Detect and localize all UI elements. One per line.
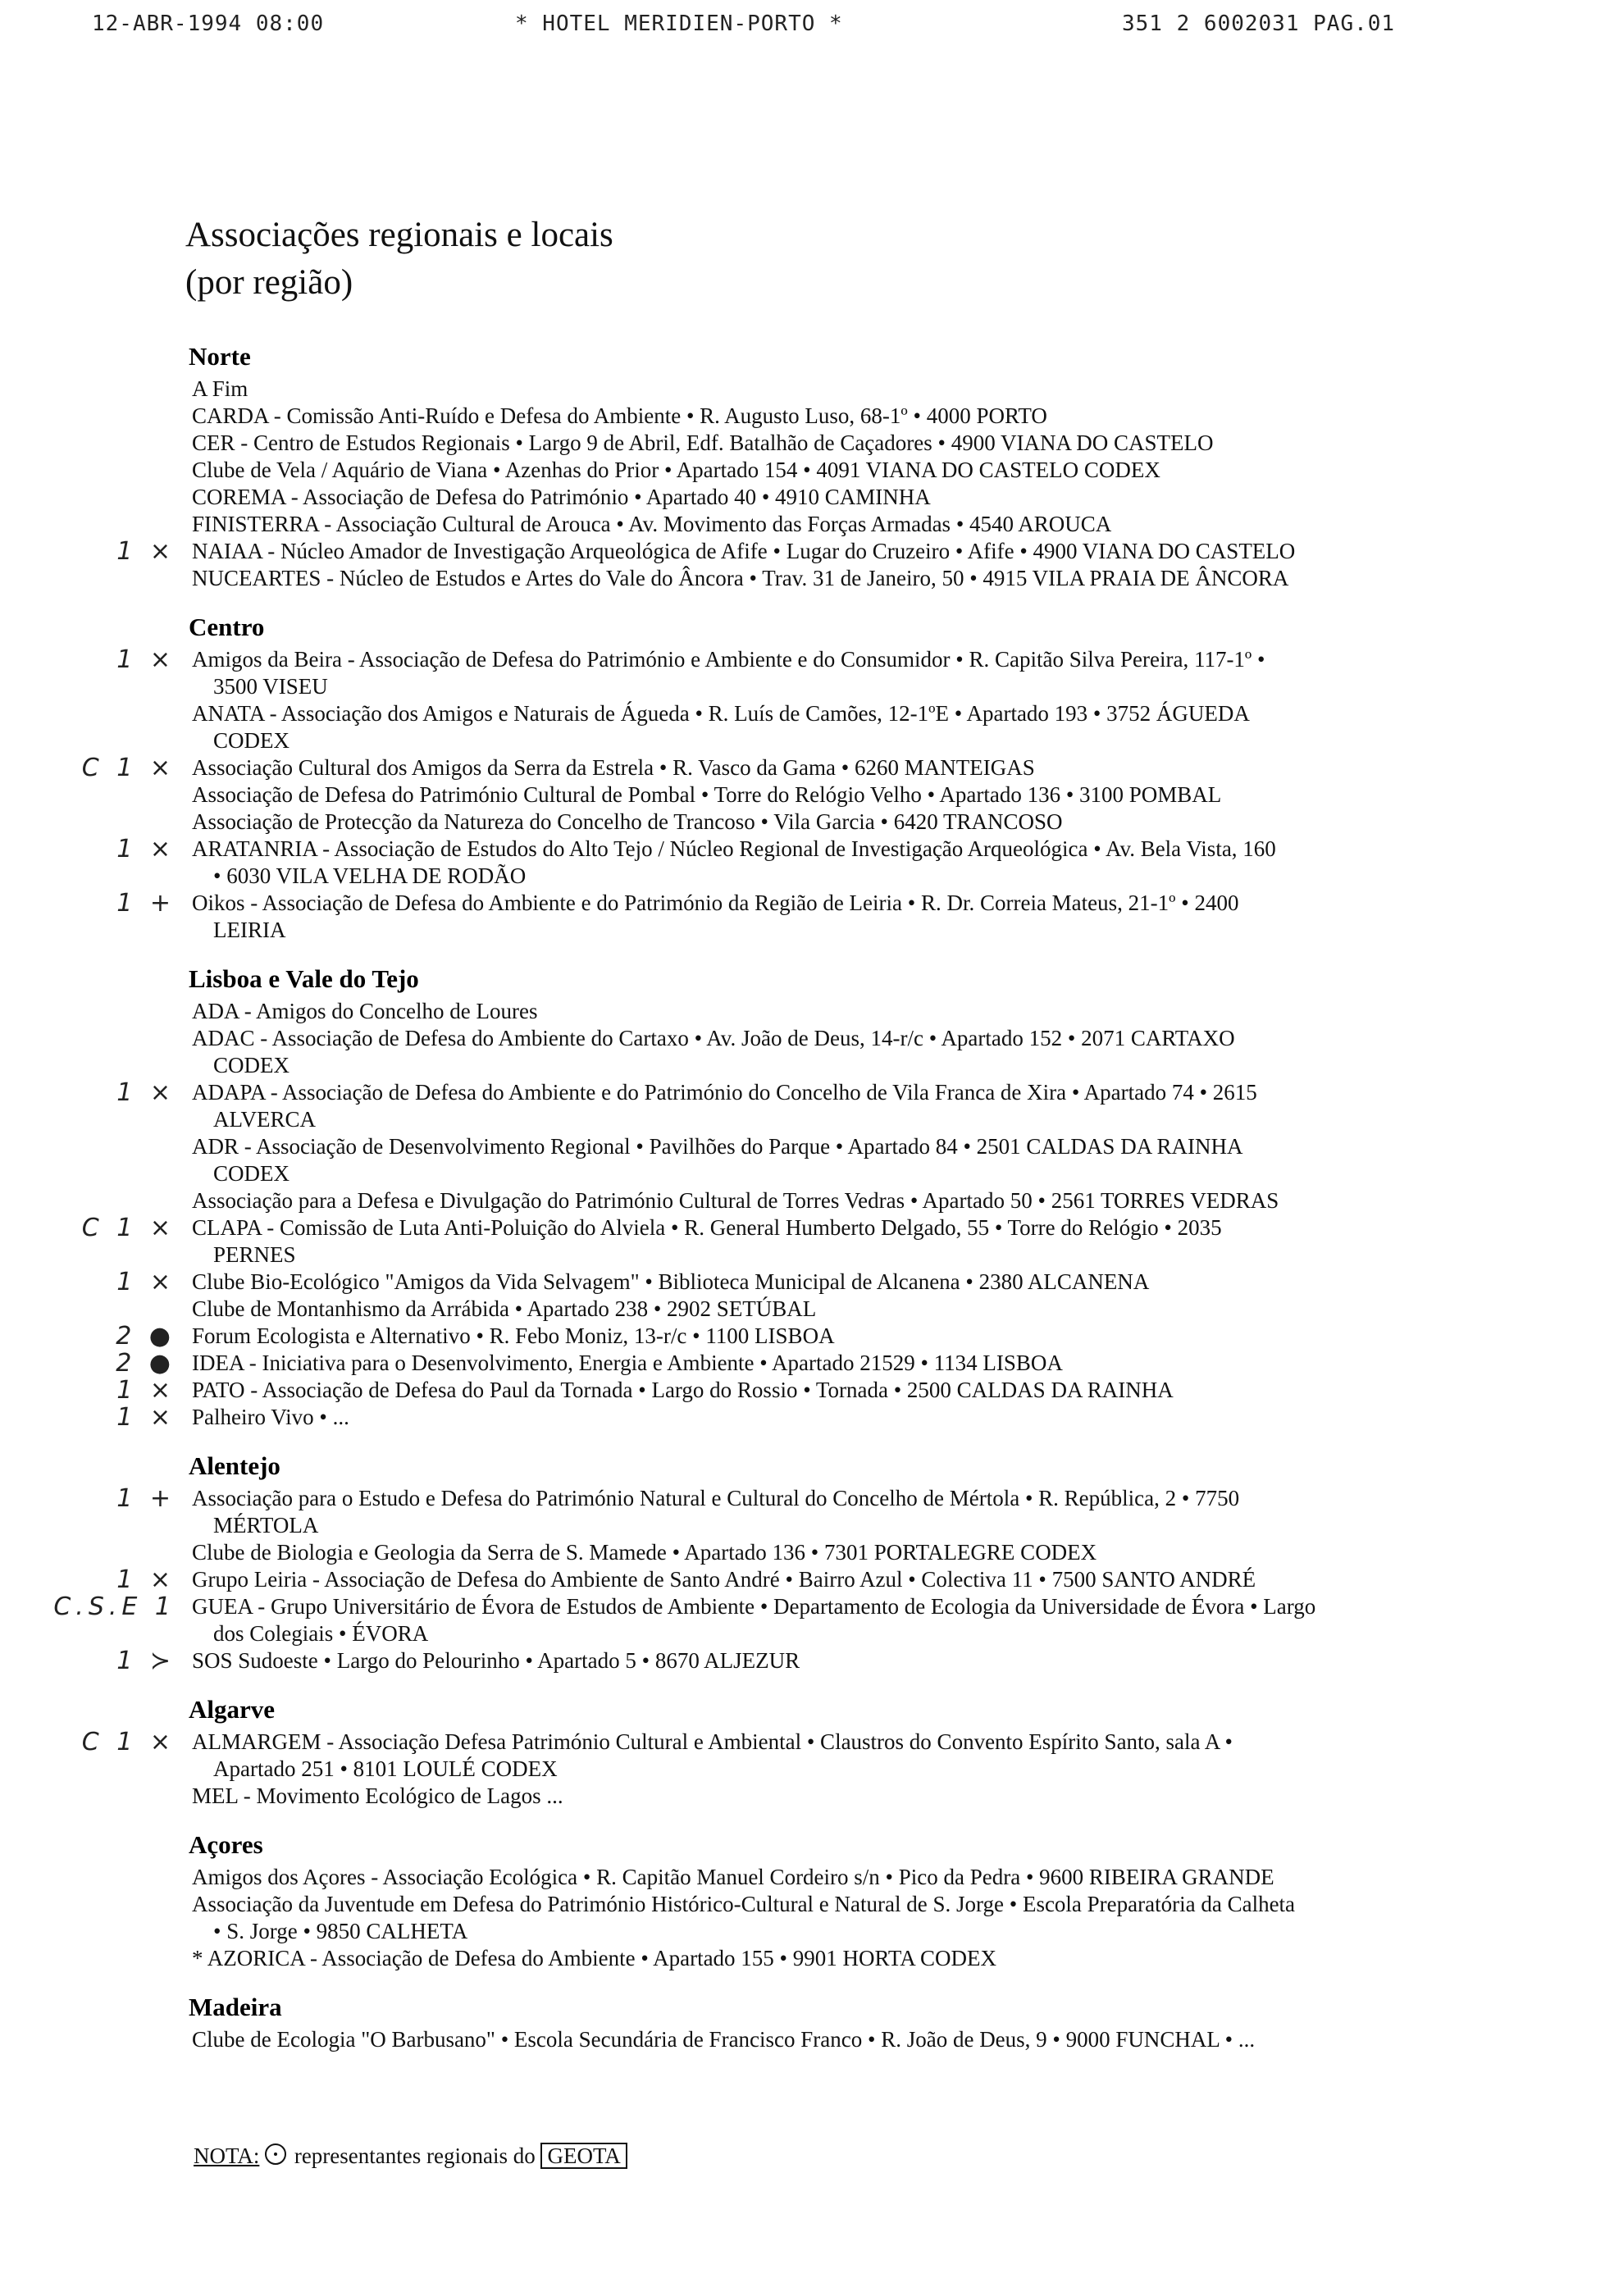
list-item xyxy=(53,1592,1534,1647)
list-item xyxy=(116,1565,1534,1594)
handwritten-margin-mark: 2 ● xyxy=(116,1349,176,1378)
entry-text: Amigos da Beira - Associação de Defesa do Património e Ambiente e do Consumidor • R. Capitão Silva Pereira, 117-1º • xyxy=(192,647,1265,672)
region-heading: Madeira xyxy=(189,1993,282,2021)
region-heading: Centro xyxy=(189,613,265,641)
note-label: NOTA: xyxy=(194,2143,260,2168)
entry-text: Associação para o Estudo e Defesa do Património Natural e Cultural do Concelho de Mértola • R. República, 2 • 7750 xyxy=(192,1486,1240,1510)
entry-text: Amigos dos Açores - Associação Ecológica • R. Capitão Manuel Cordeiro s/n • Pico da Pedra • 9600 RIBEIRA GRANDE xyxy=(192,1865,1274,1889)
entry-text: SOS Sudoeste • Largo do Pelourinho • Apartado 5 • 8670 ALJEZUR xyxy=(192,1648,800,1673)
list-item xyxy=(189,1025,1534,1079)
page-title xyxy=(185,212,613,307)
list-item xyxy=(189,2026,1534,2053)
list-item xyxy=(189,1864,1534,1891)
handwritten-margin-mark: 1 × xyxy=(116,1403,176,1432)
entry-text: GUEA - Grupo Universitário de Évora de Estudos de Ambiente • Departamento de Ecologia da Universidade de Évora • Largo xyxy=(192,1594,1316,1619)
handwritten-margin-mark: 1 × xyxy=(116,537,176,566)
entry-text: Clube de Biologia e Geologia da Serra de S. Mamede • Apartado 136 • 7301 PORTALEGRE CODEX xyxy=(192,1540,1097,1565)
entry-text: Clube Bio-Ecológico "Amigos da Vida Selvagem" • Biblioteca Municipal de Alcanena • 2380 ALCANENA xyxy=(192,1269,1150,1294)
entry-continuation: CODEX xyxy=(213,728,290,753)
list-item xyxy=(189,430,1534,457)
circle-mark-icon xyxy=(265,2143,286,2165)
entry-text: ARATANRIA - Associação de Estudos do Alto Tejo / Núcleo Regional de Investigação Arqueológica • Av. Bela Vista, 160 xyxy=(192,836,1276,861)
list-item xyxy=(116,1376,1534,1405)
list-item xyxy=(189,781,1534,809)
footnote xyxy=(194,2142,627,2170)
list-item xyxy=(81,754,1534,782)
list-item xyxy=(116,645,1534,700)
handwritten-margin-mark: 1 × xyxy=(116,1565,176,1594)
list-item xyxy=(189,1296,1534,1323)
list-item xyxy=(116,1322,1534,1351)
entry-text: Oikos - Associação de Defesa do Ambiente e do Património da Região de Leiria • R. Dr. Correia Mateus, 21-1º • 2400 xyxy=(192,891,1239,915)
handwritten-margin-mark: 1 × xyxy=(116,1376,176,1405)
entry-continuation: • S. Jorge • 9850 CALHETA xyxy=(213,1919,468,1943)
region-section xyxy=(81,612,1534,944)
region-heading: Alentejo xyxy=(189,1451,280,1480)
association-list xyxy=(53,341,1534,2073)
region-section xyxy=(189,1829,1534,1972)
entry-text: ANATA - Associação dos Amigos e Naturais de Águeda • R. Luís de Camões, 12-1ºE • Apartado 193 • 3752 ÁGUEDA xyxy=(192,701,1250,726)
entry-text: Grupo Leiria - Associação de Defesa do Ambiente de Santo André • Bairro Azul • Colectiva 11 • 7500 SANTO ANDRÉ xyxy=(192,1567,1256,1592)
page-title-line1: Associações regionais e locais xyxy=(185,216,613,254)
entry-text: NUCEARTES - Núcleo de Estudos e Artes do Vale do Âncora • Trav. 31 de Janeiro, 50 • 4915 VILA PRAIA DE ÂNCORA xyxy=(192,566,1289,590)
entry-text: ADA - Amigos do Concelho de Loures xyxy=(192,999,538,1023)
region-section xyxy=(81,1694,1534,1810)
list-item xyxy=(189,1133,1534,1187)
list-item xyxy=(116,889,1534,944)
list-item xyxy=(116,1078,1534,1133)
entry-continuation: Apartado 251 • 8101 LOULÉ CODEX xyxy=(213,1756,558,1781)
handwritten-margin-mark: 1 + xyxy=(116,1484,176,1513)
handwritten-margin-mark: 1 × xyxy=(116,835,176,863)
list-item xyxy=(116,1349,1534,1378)
list-item xyxy=(189,376,1534,403)
list-item xyxy=(116,835,1534,890)
region-heading: Açores xyxy=(189,1830,263,1859)
list-item xyxy=(189,565,1534,592)
list-item xyxy=(116,1403,1534,1432)
handwritten-margin-mark: C 1 × xyxy=(81,1728,176,1756)
list-item xyxy=(189,457,1534,484)
entry-text: Associação para a Defesa e Divulgação do Património Cultural de Torres Vedras • Apartado 50 • 2561 TORRES VEDRAS xyxy=(192,1188,1279,1213)
entry-continuation: dos Colegiais • ÉVORA xyxy=(213,1621,429,1646)
entry-continuation: CODEX xyxy=(213,1161,290,1186)
fax-header xyxy=(0,8,1614,44)
note-text: representantes regionais do xyxy=(294,2143,536,2168)
list-item xyxy=(81,1214,1534,1269)
list-item xyxy=(189,809,1534,836)
entry-text: Associação da Juventude em Defesa do Património Histórico-Cultural e Natural de S. Jorge • Escola Preparatória da Calheta xyxy=(192,1892,1296,1916)
fax-sender: * HOTEL MERIDIEN-PORTO * xyxy=(515,11,843,36)
handwritten-margin-mark: C.S.E 1 xyxy=(53,1592,176,1621)
handwritten-margin-mark: 1 + xyxy=(116,889,176,918)
list-item xyxy=(189,1539,1534,1566)
entry-text: MEL - Movimento Ecológico de Lagos ... xyxy=(192,1784,563,1808)
region-section xyxy=(53,1451,1534,1675)
entry-text: ADAPA - Associação de Defesa do Ambiente e do Património do Concelho de Vila Franca de Xira • Apartado 74 • 2615 xyxy=(192,1080,1257,1105)
region-section xyxy=(189,1992,1534,2053)
entry-continuation: 3500 VISEU xyxy=(213,674,328,699)
list-item xyxy=(81,1728,1534,1783)
list-item xyxy=(116,1268,1534,1296)
entry-text: Associação Cultural dos Amigos da Serra da Estrela • R. Vasco da Gama • 6260 MANTEIGAS xyxy=(192,755,1035,780)
entry-text: ALMARGEM - Associação Defesa Património Cultural e Ambiental • Claustros do Convento Espírito Santo, sala A • xyxy=(192,1729,1233,1754)
entry-text: ADR - Associação de Desenvolvimento Regional • Pavilhões do Parque • Apartado 84 • 2501 CALDAS DA RAINHA xyxy=(192,1134,1243,1159)
entry-continuation: MÉRTOLA xyxy=(213,1513,319,1538)
entry-text: Clube de Montanhismo da Arrábida • Apartado 238 • 2902 SETÚBAL xyxy=(192,1296,817,1321)
region-heading: Algarve xyxy=(189,1695,276,1724)
list-item xyxy=(189,1945,1534,1972)
handwritten-margin-mark: 2 ● xyxy=(116,1322,176,1351)
entry-continuation: CODEX xyxy=(213,1053,290,1077)
handwritten-margin-mark: C 1 × xyxy=(81,1214,176,1242)
handwritten-margin-mark: 1 × xyxy=(116,645,176,674)
entry-text: CLAPA - Comissão de Luta Anti-Poluição do Alviela • R. General Humberto Delgado, 55 • Torre do Relógio • 2035 xyxy=(192,1215,1222,1240)
list-item xyxy=(116,1647,1534,1675)
entry-text: Clube de Ecologia "O Barbusano" • Escola Secundária de Francisco Franco • R. João de Deus, 9 • 9000 FUNCHAL • ... xyxy=(192,2027,1256,2052)
list-item xyxy=(189,403,1534,430)
list-item xyxy=(189,1891,1534,1945)
handwritten-margin-mark: 1 × xyxy=(116,1268,176,1296)
entry-text: ADAC - Associação de Defesa do Ambiente do Cartaxo • Av. João de Deus, 14-r/c • Apartado 152 • 2071 CARTAXO xyxy=(192,1026,1235,1050)
list-item xyxy=(189,1187,1534,1214)
entry-continuation: • 6030 VILA VELHA DE RODÃO xyxy=(213,863,527,888)
list-item xyxy=(116,1484,1534,1539)
list-item xyxy=(189,998,1534,1025)
entry-text: Associação de Protecção da Natureza do Concelho de Trancoso • Vila Garcia • 6420 TRANCOSO xyxy=(192,809,1063,834)
region-heading: Lisboa e Vale do Tejo xyxy=(189,964,419,993)
list-item xyxy=(189,1783,1534,1810)
region-section xyxy=(116,341,1534,592)
entry-text: NAIAA - Núcleo Amador de Investigação Arqueológica de Afife • Lugar do Cruzeiro • Afife • 4900 VIANA DO CASTELO xyxy=(192,539,1296,563)
entry-continuation: ALVERCA xyxy=(213,1107,317,1132)
page-title-line2: (por região) xyxy=(185,263,353,302)
entry-continuation: LEIRIA xyxy=(213,918,286,942)
list-item xyxy=(189,484,1534,511)
region-section xyxy=(81,963,1534,1432)
entry-text: Forum Ecologista e Alternativo • R. Febo Moniz, 13-r/c • 1100 LISBOA xyxy=(192,1323,835,1348)
entry-continuation: PERNES xyxy=(213,1242,296,1267)
entry-text: Clube de Vela / Aquário de Viana • Azenhas do Prior • Apartado 154 • 4091 VIANA DO CASTELO CODEX xyxy=(192,458,1160,482)
geota-boxed-label: GEOTA xyxy=(540,2143,627,2169)
fax-number-page: 351 2 6002031 PAG.01 xyxy=(1122,11,1396,36)
handwritten-margin-mark: 1 ≻ xyxy=(116,1647,176,1675)
entry-text: COREMA - Associação de Defesa do Património • Apartado 40 • 4910 CAMINHA xyxy=(192,485,931,509)
fax-date: 12-ABR-1994 08:00 xyxy=(92,11,325,36)
entry-text: FINISTERRA - Associação Cultural de Arouca • Av. Movimento das Forças Armadas • 4540 AROUCA xyxy=(192,512,1112,536)
handwritten-margin-mark: C 1 × xyxy=(81,754,176,782)
entry-text: Palheiro Vivo • ... xyxy=(192,1405,349,1429)
list-item xyxy=(116,537,1534,566)
list-item xyxy=(189,700,1534,754)
entry-text: IDEA - Iniciativa para o Desenvolvimento, Energia e Ambiente • Apartado 21529 • 1134 LISBOA xyxy=(192,1351,1063,1375)
region-heading: Norte xyxy=(189,342,251,371)
entry-text: CER - Centro de Estudos Regionais • Largo 9 de Abril, Edf. Batalhão de Caçadores • 4900 VIANA DO CASTELO xyxy=(192,430,1214,455)
entry-text: CARDA - Comissão Anti-Ruído e Defesa do Ambiente • R. Augusto Luso, 68-1º • 4000 PORTO xyxy=(192,403,1047,428)
entry-text: A Fim xyxy=(192,376,248,401)
entry-text: PATO - Associação de Defesa do Paul da Tornada • Largo do Rossio • Tornada • 2500 CALDAS DA RAINHA xyxy=(192,1378,1174,1402)
list-item xyxy=(189,511,1534,538)
entry-text: * AZORICA - Associação de Defesa do Ambiente • Apartado 155 • 9901 HORTA CODEX xyxy=(192,1946,996,1970)
handwritten-margin-mark: 1 × xyxy=(116,1078,176,1107)
entry-text: Associação de Defesa do Património Cultural de Pombal • Torre do Relógio Velho • Apartado 136 • 3100 POMBAL xyxy=(192,782,1222,807)
